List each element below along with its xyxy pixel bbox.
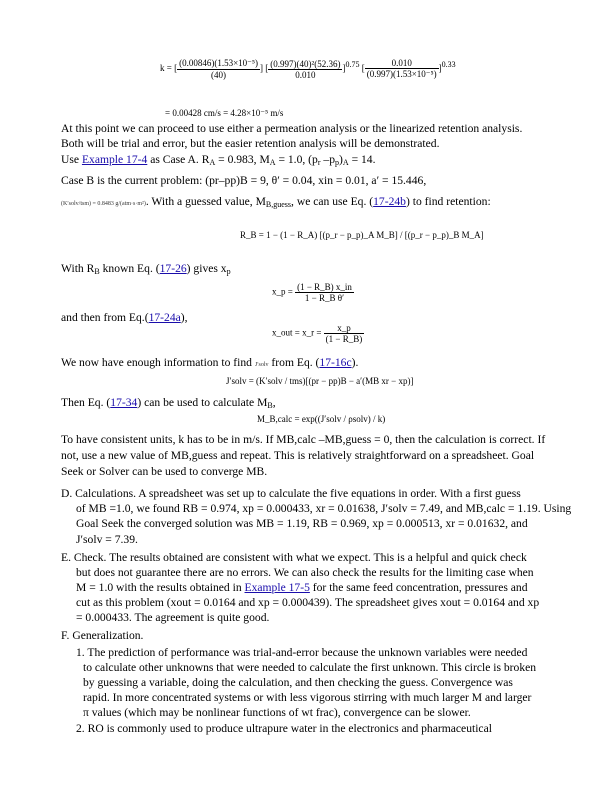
case-b-line: Case B is the current problem: (pr–pp)B = 9, θ′ = 0.04, xin = 0.01, a′ = 15.446,	[61, 174, 427, 187]
eq-17-34-link[interactable]: 17-34	[110, 396, 138, 409]
equation-xout: x_out = x_r = $\frac{x\_p}{(1 - R\_B)}$	[272, 323, 363, 344]
guess-line: (K′solv/tsm) = 0.8483 g/(atm·s·m²). With a guessed value, $M_{B,guess}$, we can use Eq. (17-24b) to find retention:	[61, 195, 491, 209]
example-17-5-link[interactable]: Example 17-5	[244, 581, 310, 594]
section-d-line: of MB =1.0, we found RB = 0.974, xp = 0.000433, xr = 0.01638, J′solv = 7.49, and MB,calc = 1.19. Using	[76, 502, 572, 515]
equation-k-result: = 0.00428 cm/s = 4.28×10⁻⁵ m/s	[165, 108, 284, 118]
paragraph-line: Both will be trial and error, but the easier retention analysis will be demonstrated.	[61, 137, 440, 150]
section-d-line: Goal Seek the converged solution was MB = 1.19, RB = 0.969, xp = 0.000513, xr = 0.01632, and	[76, 517, 528, 530]
eq-k-term1-den: (40)	[211, 70, 227, 80]
eq-k-term3-num: 0.010	[365, 58, 439, 69]
eq-17-26-link[interactable]: 17-26	[159, 262, 187, 275]
section-e-line: M = 1.0 with the results obtained in Example 17-5 for the same feed concentration, pressures and	[76, 581, 528, 594]
eq-17-24b-link[interactable]: 17-24b	[373, 195, 406, 208]
equation-rb: R_B = 1 − (1 − R_A) [(p_r − p_p)_A M_B] / [(p_r − p_p)_B M_A]	[240, 230, 484, 240]
section-e-line: E. Check. The results obtained are consistent with what we expect. This is a helpful and quick check	[61, 551, 527, 564]
eq-k-term1	[177, 58, 260, 80]
equation-jsolv: J′solv = (K′solv / tms)[(pr − pp)B − a′(MB xr − xp)]	[226, 376, 414, 386]
eq-k-exp1: 0.75	[345, 60, 360, 70]
eq-k-term1-num: (0.00846)(1.53×10⁻⁵)	[179, 58, 259, 68]
case-a-line: Use Example 17-4 as Case A. $R_A = 0.983$, $M_A = 1.0$, ($p_r$ $-p_p)_A = 14$.	[61, 153, 376, 167]
rb-known-line: With $R_B$ known Eq. (17-26) gives $x_p$	[61, 262, 231, 276]
eq-k-term2	[268, 59, 342, 80]
generalization-item-1: to calculate other unknowns that were needed to calculate the first unknown. This circle is broken	[83, 661, 537, 674]
generalization-item-2: 2. RO is commonly used to produce ultrapure water in the electronics and pharmaceutical	[76, 722, 492, 735]
then-eq-line: Then Eq. (17-34) can be used to calculate $M_B$,	[61, 396, 276, 410]
eq-k-term3	[365, 58, 439, 80]
equation-k: k = [ $\frac{\text{(0.00846)(1.53×10⁻⁵)}}{(40)}$ ] [ $\frac{\text{(0.997)(40)²(52.36)}}{0.010}$ ]$^{0.75}$ [ $\frac{0.010}{\text{(0.997)(1.53×10⁻⁵)}}$ ]$^{0.33}$	[160, 58, 456, 80]
eq-k-term2-num: (0.997)(40)²(52.36)	[270, 58, 341, 69]
paragraph-line: not, use a new value of MB,guess and repeat. This is relatively straightforward on a spreadsheet. Goal	[61, 449, 535, 462]
eq-k-lhs: k =	[160, 63, 172, 74]
paragraph-line: To have consistent units, k has to be in m/s. If MB,calc –MB,guess = 0, then the calculation is correct. If	[61, 433, 546, 446]
paragraph-line: Seek or Solver can be used to converge MB.	[61, 465, 268, 478]
eq-k-term3-den: (0.997)(1.53×10⁻⁵)	[366, 69, 437, 79]
generalization-item-1: π values (which may be nonlinear functions of wt frac), convergence can be slower.	[83, 706, 471, 719]
example-17-4-link[interactable]: Example 17-4	[81, 153, 148, 166]
section-e-line: but does not guarantee there are no errors. We can also check the results for the limiting case when	[76, 566, 534, 579]
section-e-line: = 0.000433. The agreement is quite good.	[76, 611, 270, 624]
section-d-line: J′solv = 7.39.	[76, 533, 138, 546]
generalization-item-1: rapid. In more concentrated systems or with less vigorous stirring with much larger M and larger	[83, 691, 532, 704]
paragraph-line: At this point we can proceed to use either a permeation analysis or the linearized retention analysis.	[61, 122, 523, 135]
generalization-item-1: by guessing a variable, doing the calculation, and then checking the guess. Convergence was	[83, 676, 513, 689]
section-e-line: cut as this problem (xout = 0.0164 and xp = 0.000439). The spreadsheet gives xout = 0.0164 and xp	[76, 596, 540, 609]
eq-k-exp2: 0.33	[441, 60, 456, 70]
generalization-item-1: 1. The prediction of performance was trial-and-error because the unknown variables were needed	[76, 646, 528, 659]
eq-k-term2-den: 0.010	[295, 69, 316, 80]
equation-mb: M_B,calc = exp((J′solv / ρsolv) / k)	[257, 414, 386, 424]
then-from-line: and then from Eq.(17-24a),	[61, 311, 188, 324]
section-d-line: D. Calculations. A spreadsheet was set up to calculate the five equations in order. With a first guess	[61, 487, 521, 500]
k-solv-equation: (K′solv/tsm) = 0.8483 g/(atm·s·m²)	[61, 201, 146, 207]
eq-17-16c-link[interactable]: 17-16c	[319, 356, 352, 369]
eq-17-24a-link[interactable]: 17-24a	[148, 311, 181, 324]
enough-info-line: We now have enough information to find J′solv from Eq. (17-16c).	[61, 356, 359, 369]
equation-xp: x_p = $\frac{(1 - R\_B) x\_in}{\text{1 − R\_B θ′}}$	[272, 282, 352, 303]
section-f-heading: F. Generalization.	[61, 629, 144, 642]
